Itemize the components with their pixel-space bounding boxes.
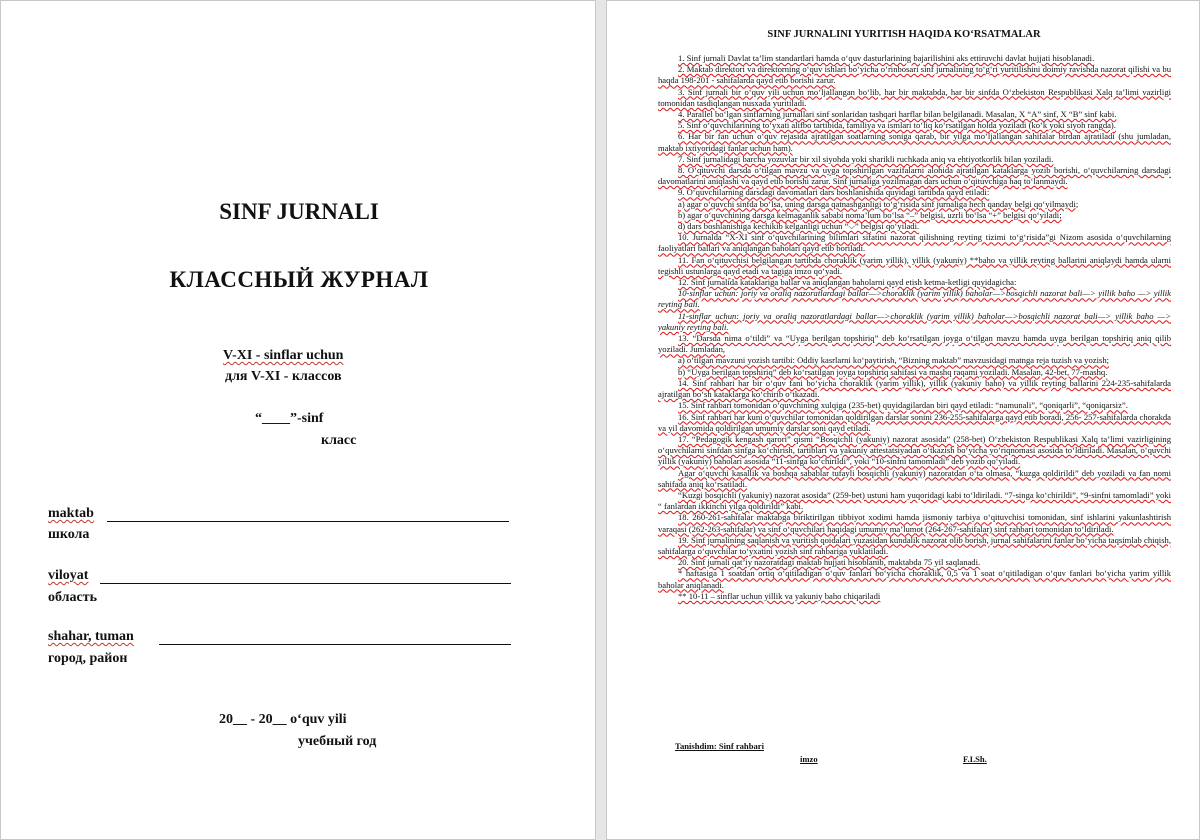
instruction-item (658, 468, 1171, 490)
instruction-text: 12. Sinf jurnalida kataklariga ballar va aniqlangan baholarni qayd etish ketma-ketligi quyidagicha: (678, 277, 1017, 288)
signature-block (665, 741, 1185, 771)
academic-year-ru: учебный год (298, 734, 377, 749)
instruction-item (658, 512, 1171, 534)
journal-title-uz: SINF JURNALI (219, 199, 379, 224)
instruction-item (658, 109, 1171, 120)
instruction-text: 14. Sinf rahbari har bir o‘quv fani bo‘yicha choraklik (yarim yillik), yillik (yakuniy baho) va yillik reyting ballarini 224-235-sahifalarda ajratilgan bo‘sh kataklarga ko‘chirib o‘tkazadi. (658, 377, 1171, 400)
instruction-item (658, 400, 1171, 411)
instruction-text: 10. Jurnalda “X-XI sinf o‘quvchilarining bilimlari sifatini nazorat qilishning reyting tizimi to‘g‘risida”gi Nizom asosida o‘quvchilarning faoliyatlari ballari va aniqlangan baholari qayd etib boriladi. (658, 232, 1171, 254)
instruction-text: Agar o‘quvchi kasallik va boshqa sabablar tufayli bosqichli (yakuniy) nazoratdan o‘ta olmasa, “kuzga qoldirildi” deb yoziladi va fan nomi sahifada aniq ko‘rsatiladi. (658, 467, 1171, 489)
region-label-ru: область (48, 590, 97, 605)
instructions-page (606, 0, 1200, 840)
academic-year-uz: 20__ - 20__ o‘quv yili (219, 712, 347, 727)
instruction-item (658, 165, 1171, 187)
instruction-text: ** 10-11 – sinflar uchun yillik va yakuniy baho chiqariladi (678, 590, 881, 601)
instruction-item (658, 232, 1171, 254)
instruction-item (658, 378, 1171, 400)
instruction-text: 7. Sinf jurnalidagi barcha yozuvlar bir xil siyohda yoki sharikli ruchkada aniq va ehtiyotkorlik bilan yoziladi. (678, 153, 1054, 164)
instruction-item (658, 355, 1171, 366)
class-field-uz: “____”-sinf (255, 411, 324, 426)
instruction-text: a) o‘tilgan mavzuni yozish tartibi: Oddiy kasrlarni ko‘paytirish, “Bizning maktab” mavzusidagi matnga reja tuzish va yozish; (678, 355, 1110, 366)
instruction-item (658, 120, 1171, 131)
instruction-text: b) “Uyga berilgan topshiriq” deb ko‘rsatilgan joyga topshiriq sahifasi va mashq raqami yoziladi. Masalan, 42-bet, 77-mashq. (678, 366, 1108, 377)
grades-label-ru: для V-XI - классов (225, 369, 342, 384)
school-label-uz: maktab (48, 506, 94, 521)
instruction-item (658, 490, 1171, 512)
signature-sign-label: imzo (800, 754, 818, 764)
instruction-text: d) dars boshlanishiga kechikib kelganligi uchun “⌵” belgisi qo‘yiladi. (678, 221, 920, 232)
instruction-item (658, 333, 1171, 355)
instruction-text: 5. Sinf o‘quvchilarining to‘yxati alifbo tartibida, familiya va ismlari to‘liq ko‘rsatilgan holda yoziladi (ko‘k yoki siyoh rangda). (678, 120, 1116, 131)
instruction-item (658, 255, 1171, 277)
instruction-text: b) agar o‘quvchining darsga kelmaganlik sababi noma’lum bo‘lsa “–” belgisi, uzrli bo‘lsa “+” belgisi qo‘yiladi; (678, 209, 1062, 220)
region-blank-line (100, 583, 511, 584)
city-blank-line (159, 644, 511, 645)
region-label-uz: viloyat (48, 568, 89, 583)
school-label-ru: школа (48, 527, 90, 542)
instruction-item (658, 64, 1171, 86)
city-label-uz: shahar, tuman (48, 629, 134, 644)
instruction-text: 11-sinflar uchun: joriy va oraliq nazoratlardagi ballar—>choraklik (yarim yillik) baholar—>bosqichli nazorat bali—> yillik baho —> yakuniy reyting bali. (658, 310, 1171, 332)
instruction-text: a) agar o‘quvchi sinfda bo‘lsa, uning darsga qatnashganligi to‘g‘risida sinf jurnaliga hech qanday belgi qo‘yilmaydi; (678, 198, 1079, 209)
instruction-item (658, 412, 1171, 434)
class-label-ru: класс (321, 433, 357, 448)
instruction-text: * haftasiga 1 soatdan ortiq o‘qitiladigan o‘quv fanlari bo‘yicha choraklik, 0,5 va 1 soat o‘qitiladigan o‘quv fanlari bo‘yicha yarim yillik baholar aniqlanadi. (658, 568, 1171, 590)
cover-page (0, 0, 596, 840)
instruction-text: 20. Sinf jurnali qat’iy nazoratdagi maktab hujjati hisoblanib, maktabda 75 yil saqlanadi. (678, 557, 981, 568)
journal-title-ru: КЛАССНЫЙ ЖУРНАЛ (169, 267, 429, 292)
instruction-item (658, 311, 1171, 333)
instruction-item (658, 199, 1171, 210)
instruction-item (658, 288, 1171, 310)
instruction-item (658, 557, 1171, 568)
instruction-text: 16. Sinf rahbari har kuni o‘quvchilar tomonidan qoldirilgan darslar sonini 236-255-sahifalarga qayd etib boradi, 256- 257-sahifalarda chorakda va yil davomida qoldirilgan umumiy darslar soni qayd etiladi. (658, 411, 1171, 433)
instruction-item (658, 535, 1171, 557)
instruction-text: 15. Sinf rahbari tomonidan o‘quvchining xulqiga (235-bet) quyidagilardan biri qayd etiladi: “namunali”, “qoniqarli”, “qoniqarsiz”. (678, 400, 1128, 411)
instruction-item (658, 277, 1171, 288)
school-blank-line (107, 521, 509, 522)
instruction-item (658, 568, 1171, 590)
instruction-item (658, 367, 1171, 378)
instruction-item (658, 210, 1171, 221)
instruction-text: 13. “Darsda nima o‘tildi” va “Uyga berilgan topshiriq” deb ko‘rsatilgan joyga o‘tilgan mavzu hamda uyga berilgan topshiriq aniq qilib yoziladi. Jumladan, (658, 333, 1171, 355)
city-label-ru: город, район (48, 651, 128, 666)
instruction-text: 17. “Pedagogik kengash qarori” qismi “Bosqichli (yakuniy) nazorat asosida” (258-bet) O‘zbekiston Respublikasi Xalq ta’limi vazirligining o‘quvchilarni sinfdan sinfga ko‘chirish, tartiblari va yakuniy attestatsiyadan o‘tkazish bo‘yicha yo‘riqnomasi asosida to‘ldiriladi. Masalan, o‘quvchi yillik (yakuniy) baholari asosida “11-sinfga ko‘chirildi”, yoki “10-sinfni tamomladi” deb yozib qo‘yiladi. (658, 433, 1171, 467)
instruction-text: 4. Parallel bo‘lgan sinflarning jurnallari sinf sonlaridan tashqari harflar bilan belgilanadi. Masalan, X “A” sinf, X “B” sinf kabi. (678, 109, 1117, 120)
instruction-item (658, 154, 1171, 165)
instruction-text: 9. O‘quvchilarning darsdagi davomatlari dars boshlanishida quyidagi tartibda qayd etiladi: (678, 187, 990, 198)
instruction-text: 18. 260-261-sahifalar maktabga biriktirilgan tibbiyot xodimi hamda jismoniy tarbiya o‘qituvchisi tomonidan, sinf ishlarini yakunlashtirish varaqasi (262-263-sahifalar) va sinf o‘quvchilari haqidagi umumiy ma’lumot (264-267-sahifalar) sinf rahbari tomonidan to‘ldiriladi. (658, 512, 1171, 534)
instruction-text: 2. Maktab direktori va direktorning o‘quv ishlari bo‘yicha o‘rinbosari sinf jurnalining to‘g‘ri yuritilishini doimiy ravishda nazorat qilishi va bu haqda 198-201 - sahifalarda qayd etib borishi zarur. (658, 64, 1171, 86)
grades-label-uz: V-XI - sinflar uchun (223, 348, 344, 363)
instruction-text: 6. Har bir fan uchun o‘quv rejasida ajratilgan soatlarning soniga qarab, bir yilga mo‘ljallangan sahifalar birdan ajratiladi (shu jumladan, maktab ixtiyoridagi fanlar uchun ham). (658, 131, 1171, 153)
instruction-text: 3. Sinf jurnali bir o‘quv yili uchun mo‘ljallangan bo‘lib, har bir maktabda, har bir sinfda O‘zbekiston Respublikasi Xalq ta’limi vazirligi tomonidan tasdiqlangan nusxada yuritiladi. (658, 86, 1171, 108)
instruction-text: 8. O‘qituvchi darsda o‘tilgan mavzu va uyga topshirilgan vazifalarni alohida ajratilgan kataklarga yozib borishi, o‘quvchilarning darsdagi davomatlarini aniqlashi va qayd etib borishi zarur. Sinf jurnaliga yozilmagan dars uchun o‘qituvchiga haq to‘lanmaydi. (658, 165, 1171, 187)
instruction-item (658, 87, 1171, 109)
instruction-item (658, 187, 1171, 198)
instruction-item (658, 53, 1171, 64)
instruction-item (658, 434, 1171, 468)
signature-name-label: F.I.Sh. (963, 754, 987, 764)
instructions-title: SINF JURNALINI YURITISH HAQIDA KO‘RSATMALAR (767, 29, 1041, 40)
instructions-list (658, 53, 1171, 713)
instruction-text: 19. Sinf jurnalining saqlanish va yuritish qoidalari yuzasidan kundalik nazorat olib borish, jurnal sahifalarini fanlar bo‘yicha taqsimlab chiqish, sahifalarga o‘quvchilar to‘yxatini yozish sinf rahbariga yuklatiladi. (658, 534, 1171, 556)
instruction-text: “Kuzgi bosqichli (yakuniy) nazorat asosida” (259-bet) ustuni ham yuqoridagi kabi to‘ldiriladi. “7-singa ko‘chirildi”, “9-sinfni tamomladi” yoki “ fanlardan ikkinchi yilga qoldirildi” kabi. (658, 489, 1171, 512)
instruction-text: 1. Sinf jurnali Davlat ta’lim standartlari hamda o‘quv dasturlarining bajarilishini aks ettiruvchi davlat hujjati hisoblanadi. (678, 53, 1095, 63)
instruction-text: 11. Fan o‘qituvchisi belgilangan tartibda choraklik (yarim yillik), yillik (yakuniy) **baho va yillik reyting ballarini aniqlaydi hamda ularni tegishli ustunlarga qayd etadi va tagiga imzo qo‘yadi. (658, 254, 1171, 276)
instruction-text: 10-sinflar uchun: joriy va oraliq nazoratlardagi ballar—>choraklik (yarim yillik) baholar—>bosqichli nazorat bali—> yillik baho —> yillik reyting bali. (658, 288, 1171, 310)
signature-label: Tanishdim: Sinf rahbari (675, 741, 764, 751)
instruction-item (658, 131, 1171, 153)
instruction-item (658, 591, 1171, 602)
instruction-item (658, 221, 1171, 232)
